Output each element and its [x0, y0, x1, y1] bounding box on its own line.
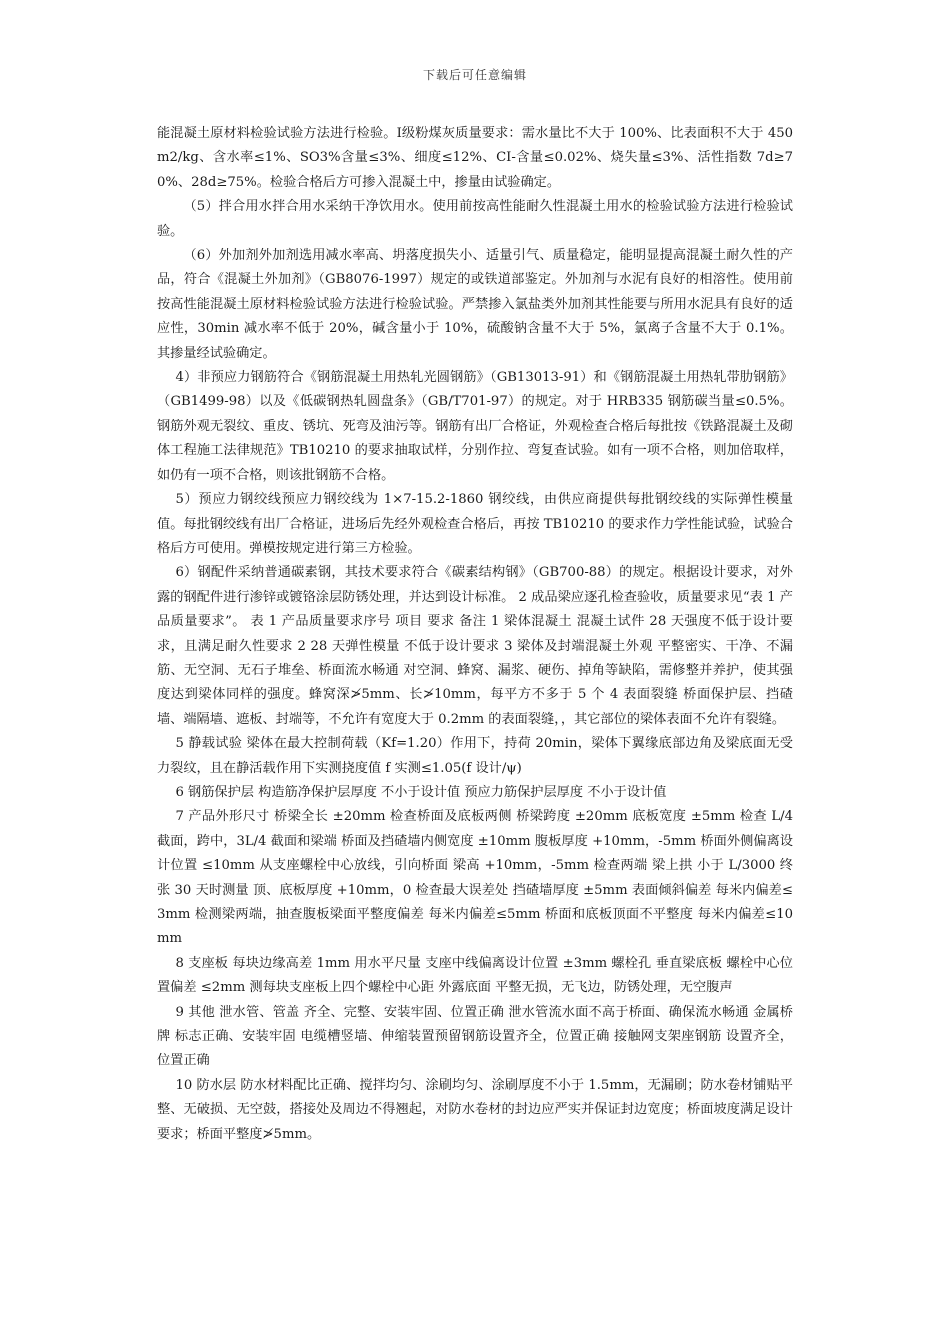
page-header: 下载后可任意编辑: [422, 68, 527, 82]
paragraph-non-prestressed-rebar: 4）非预应力钢筋符合《钢筋混凝土用热轧光圆钢筋》（GB13013-91）和《钢筋混凝土用热轧带肋钢筋》（GB1499-98）以及《低碳钢热轧圆盘条》（GB/T701-97）的规定。对于 HRB335 钢筋碳当量≤0.5%。钢筋外观无裂纹、重皮、锈坑、死弯及油污等。钢筋有出厂合格证，外观检查合格后每批按《铁路混凝土及砌体工程施工法律规范》TB10210 的要求抽取试样，分别作拉、弯复查试验。如有一项不合格，则加倍取样，如仍有一项不合格，则该批钢筋不合格。: [157, 370, 793, 483]
paragraph-steel-fittings: 6）钢配件采纳普通碳素钢，其技术要求符合《碳素结构钢》（GB700-88）的规定。根据设计要求，对外露的钢配件进行渗锌或镀铬涂层防锈处理，并达到设计标准。 2 成品梁应逐孔检查验收，质量要求见“表 1 产品质量要求”。 表 1 产品质量要求序号 项目 要求 备注 1 梁体混凝土 混凝土试件 28 天强度不低于设计要求，且满足耐久性要求 2 28 天弹性模量 不低于设计要求 3 梁体及封端混凝土外观 平整密实、干净、不漏筋、无空洞、无石子堆垒、桥面流水畅通 对空洞、蜂窝、漏浆、硬伤、掉角等缺陷，需修整并养护，使其强度达到梁体同样的强度。蜂窝深≯5mm、长≯10mm，每平方不多于 5 个 4 表面裂缝 桥面保护层、挡碴墙、端隔墙、遮板、封端等，不允许有宽度大于 0.2mm 的表面裂缝，，其它部位的梁体表面不允许有裂缝。: [157, 565, 793, 727]
paragraph-rebar-cover: 6 钢筋保护层 构造筋净保护层厚度 不小于设计值 预应力筋保护层厚度 不小于设计值: [175, 784, 667, 800]
paragraph-mixing-water: （5）拌合用水拌合用水采纳干净饮用水。使用前按高性能耐久性混凝土用水的检验试验方法进行检验试验。: [157, 199, 793, 239]
paragraph-bearing-plate: 8 支座板 每块边缘高差 1mm 用水平尺量 支座中线偏离设计位置 ±3mm 螺栓孔 垂直梁底板 螺栓中心位置偏差 ≤2mm 测每块支座板上四个螺栓中心距 外露底面 平整无损，无飞边，防锈处理，无空腹声: [157, 955, 793, 996]
document-body: [157, 122, 793, 1147]
paragraph-prestressed-strand: 5）预应力钢绞线预应力钢绞线为 1×7-15.2-1860 钢绞线，由供应商提供每批钢绞线的实际弹性模量值。每批钢绞线有出厂合格证，进场后先经外观检查合格后，再按 TB10210 的要求作力学性能试验，试验合格后方可使用。弹模按规定进行第三方检验。: [157, 492, 793, 556]
paragraph-static-load-test: 5 静载试验 梁体在最大控制荷载（Kf=1.20）作用下，持荷 20min，梁体下翼缘底部边角及梁底面无受力裂纹，且在静活载作用下实测挠度值 f 实测≤1.05(f 设计/ψ): [157, 736, 793, 776]
paragraph-product-dimensions: 7 产品外形尺寸 桥梁全长 ±20mm 检查桥面及底板两侧 桥梁跨度 ±20mm 底板宽度 ±5mm 检查 L/4 截面，跨中，3L/4 截面和梁端 桥面及挡碴墙内侧宽度 ±10mm 腹板厚度 +10mm，-5mm 桥面外侧偏离设计位置 ≤10mm 从支座螺栓中心放线，引向桥面 梁高 +10mm，-5mm 检查两端 梁上拱 小于 L/3000 终张 30 天时测量 顶、底板厚度 +10mm，0 检查最大误差处 挡碴墙厚度 ±5mm 表面倾斜偏差 每米内偏差≤3mm 检测梁两端，抽查腹板梁面平整度偏差 每米内偏差≤5mm 桥面和底板顶面不平整度 每米内偏差≤10mm: [157, 809, 793, 947]
paragraph-admixture: （6）外加剂外加剂选用减水率高、坍落度损失小、适量引气、质量稳定，能明显提高混凝土耐久性的产品，符合《混凝土外加剂》（GB8076-1997）规定的或铁道部鉴定。外加剂与水泥有良好的相溶性。使用前按高性能混凝土原材料检验试验方法进行检验试验。严禁掺入氯盐类外加剂其性能要与所用水泥具有良好的适应性，30min 减水率不低于 20%，碱含量小于 10%，硫酸钠含量不大于 5%，氯离子含量不大于 0.1%。其掺量经试验确定。: [157, 248, 793, 361]
paragraph-other: 9 其他 泄水管、管盖 齐全、完整、安装牢固、位置正确 泄水管流水面不高于桥面、确保流水畅通 金属桥牌 标志正确、安装牢固 电缆槽竖墙、伸缩装置预留钢筋设置齐全，位置正确 接触网支架座钢筋 设置齐全，位置正确: [157, 1004, 793, 1069]
paragraph-waterproof-layer: 10 防水层 防水材料配比正确、搅拌均匀、涂刷均匀、涂刷厚度不小于 1.5mm，无漏刷；防水卷材铺贴平整、无破损、无空鼓，搭接处及周边不得翘起，对防水卷材的封边应严实并保证封边宽度；桥面坡度满足设计要求；桥面平整度≯5mm。: [157, 1077, 793, 1142]
paragraph-fly-ash: 能混凝土原材料检验试验方法进行检验。Ⅰ级粉煤灰质量要求：需水量比不大于 100%、比表面积不大于 450m2/kg、含水率≤1%、SO3%含量≤3%、细度≤12%、CI-含量≤0.02%、烧失量≤3%、活性指数 7d≥70%、28d≥75%。检验合格后方可掺入混凝土中，掺量由试验确定。: [157, 126, 793, 190]
